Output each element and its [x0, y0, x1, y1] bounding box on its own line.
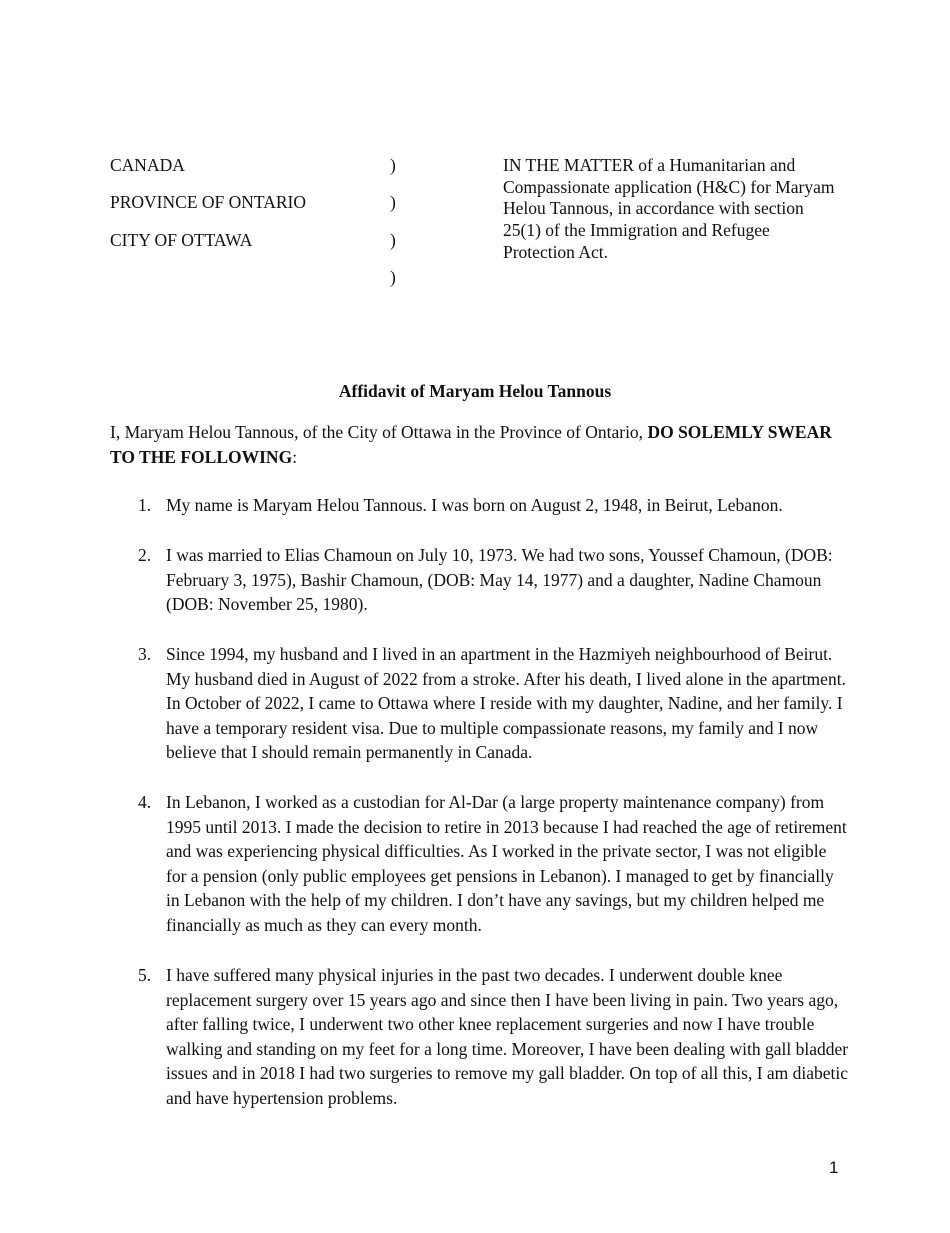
item-text: I was married to Elias Chamoun on July 10, 1973. We had two sons, Youssef Chamoun, (DOB: February 3, 1975), Bashir Chamoun, (DOB: May 14, 1977) and a daughter, Nadine Chamoun (DOB: November 25, 1980).	[166, 545, 833, 614]
item-text: In Lebanon, I worked as a custodian for Al-Dar (a large property maintenance company) from 1995 until 2013. I made the decision to retire in 2013 because I had reached the age of retirement and was experiencing physical difficulties. As I worked in the private sector, I was not eligible for a pension (only public employees get pensions in Lebanon). I managed to get by financially in Lebanon with the help of my children. I don’t have any savings, but my children helped me financially as much as they can every month.	[166, 792, 847, 935]
page-number: 1	[829, 1158, 839, 1177]
in-the-matter-clause: IN THE MATTER of a Humanitarian and Compassionate application (H&C) for Maryam Helou Tannous, in accordance with section 25(1) of the Immigration and Refugee Protection Act.	[503, 155, 835, 262]
item-number: 5.	[138, 965, 152, 985]
jurisdiction-province: PROVINCE OF ONTARIO	[110, 192, 306, 212]
item-text: I have suffered many physical injuries in the past two decades. I underwent double knee replacement surgery over 15 years ago and since then I have been living in pain. Two years ago, after falling twice, I underwent two other knee replacement surgeries and now I have trouble walking and standing on my feet for a long time. Moreover, I have been dealing with gall bladder issues and in 2018 I had two surgeries to remove my gall bladder. On top of all this, I am diabetic and have hypertension problems.	[166, 965, 849, 1108]
item-number: 1.	[138, 495, 152, 515]
bracket-paren: )	[390, 267, 396, 287]
bracket-paren: )	[390, 230, 396, 250]
affidavit-title: Affidavit of Maryam Helou Tannous	[338, 381, 612, 401]
item-number: 3.	[138, 644, 152, 664]
item-number: 4.	[138, 792, 152, 812]
bracket-paren: )	[390, 155, 396, 175]
jurisdiction-country: CANADA	[110, 155, 185, 175]
item-text: My name is Maryam Helou Tannous. I was born on August 2, 1948, in Beirut, Lebanon.	[166, 495, 783, 515]
bracket-paren: )	[390, 192, 396, 212]
item-text: Since 1994, my husband and I lived in an apartment in the Hazmiyeh neighbourhood of Beirut. My husband died in August of 2022 from a stroke. After his death, I lived alone in the apartment. In October of 2022, I came to Ottawa where I reside with my daughter, Nadine, and her family. I have a temporary resident visa. Due to multiple compassionate reasons, my family and I now believe that I should remain permanently in Canada.	[166, 644, 846, 762]
intro-text: I, Maryam Helou Tannous, of the City of Ottawa in the Province of Ontario,	[110, 422, 648, 442]
intro-oath: DO SOLEMLY SWEAR TO THE FOLLOWING	[110, 422, 832, 467]
item-number: 2.	[138, 545, 152, 565]
intro-end: :	[292, 447, 298, 467]
jurisdiction-city: CITY OF OTTAWA	[110, 230, 253, 250]
affidavit-intro	[110, 420, 840, 470]
